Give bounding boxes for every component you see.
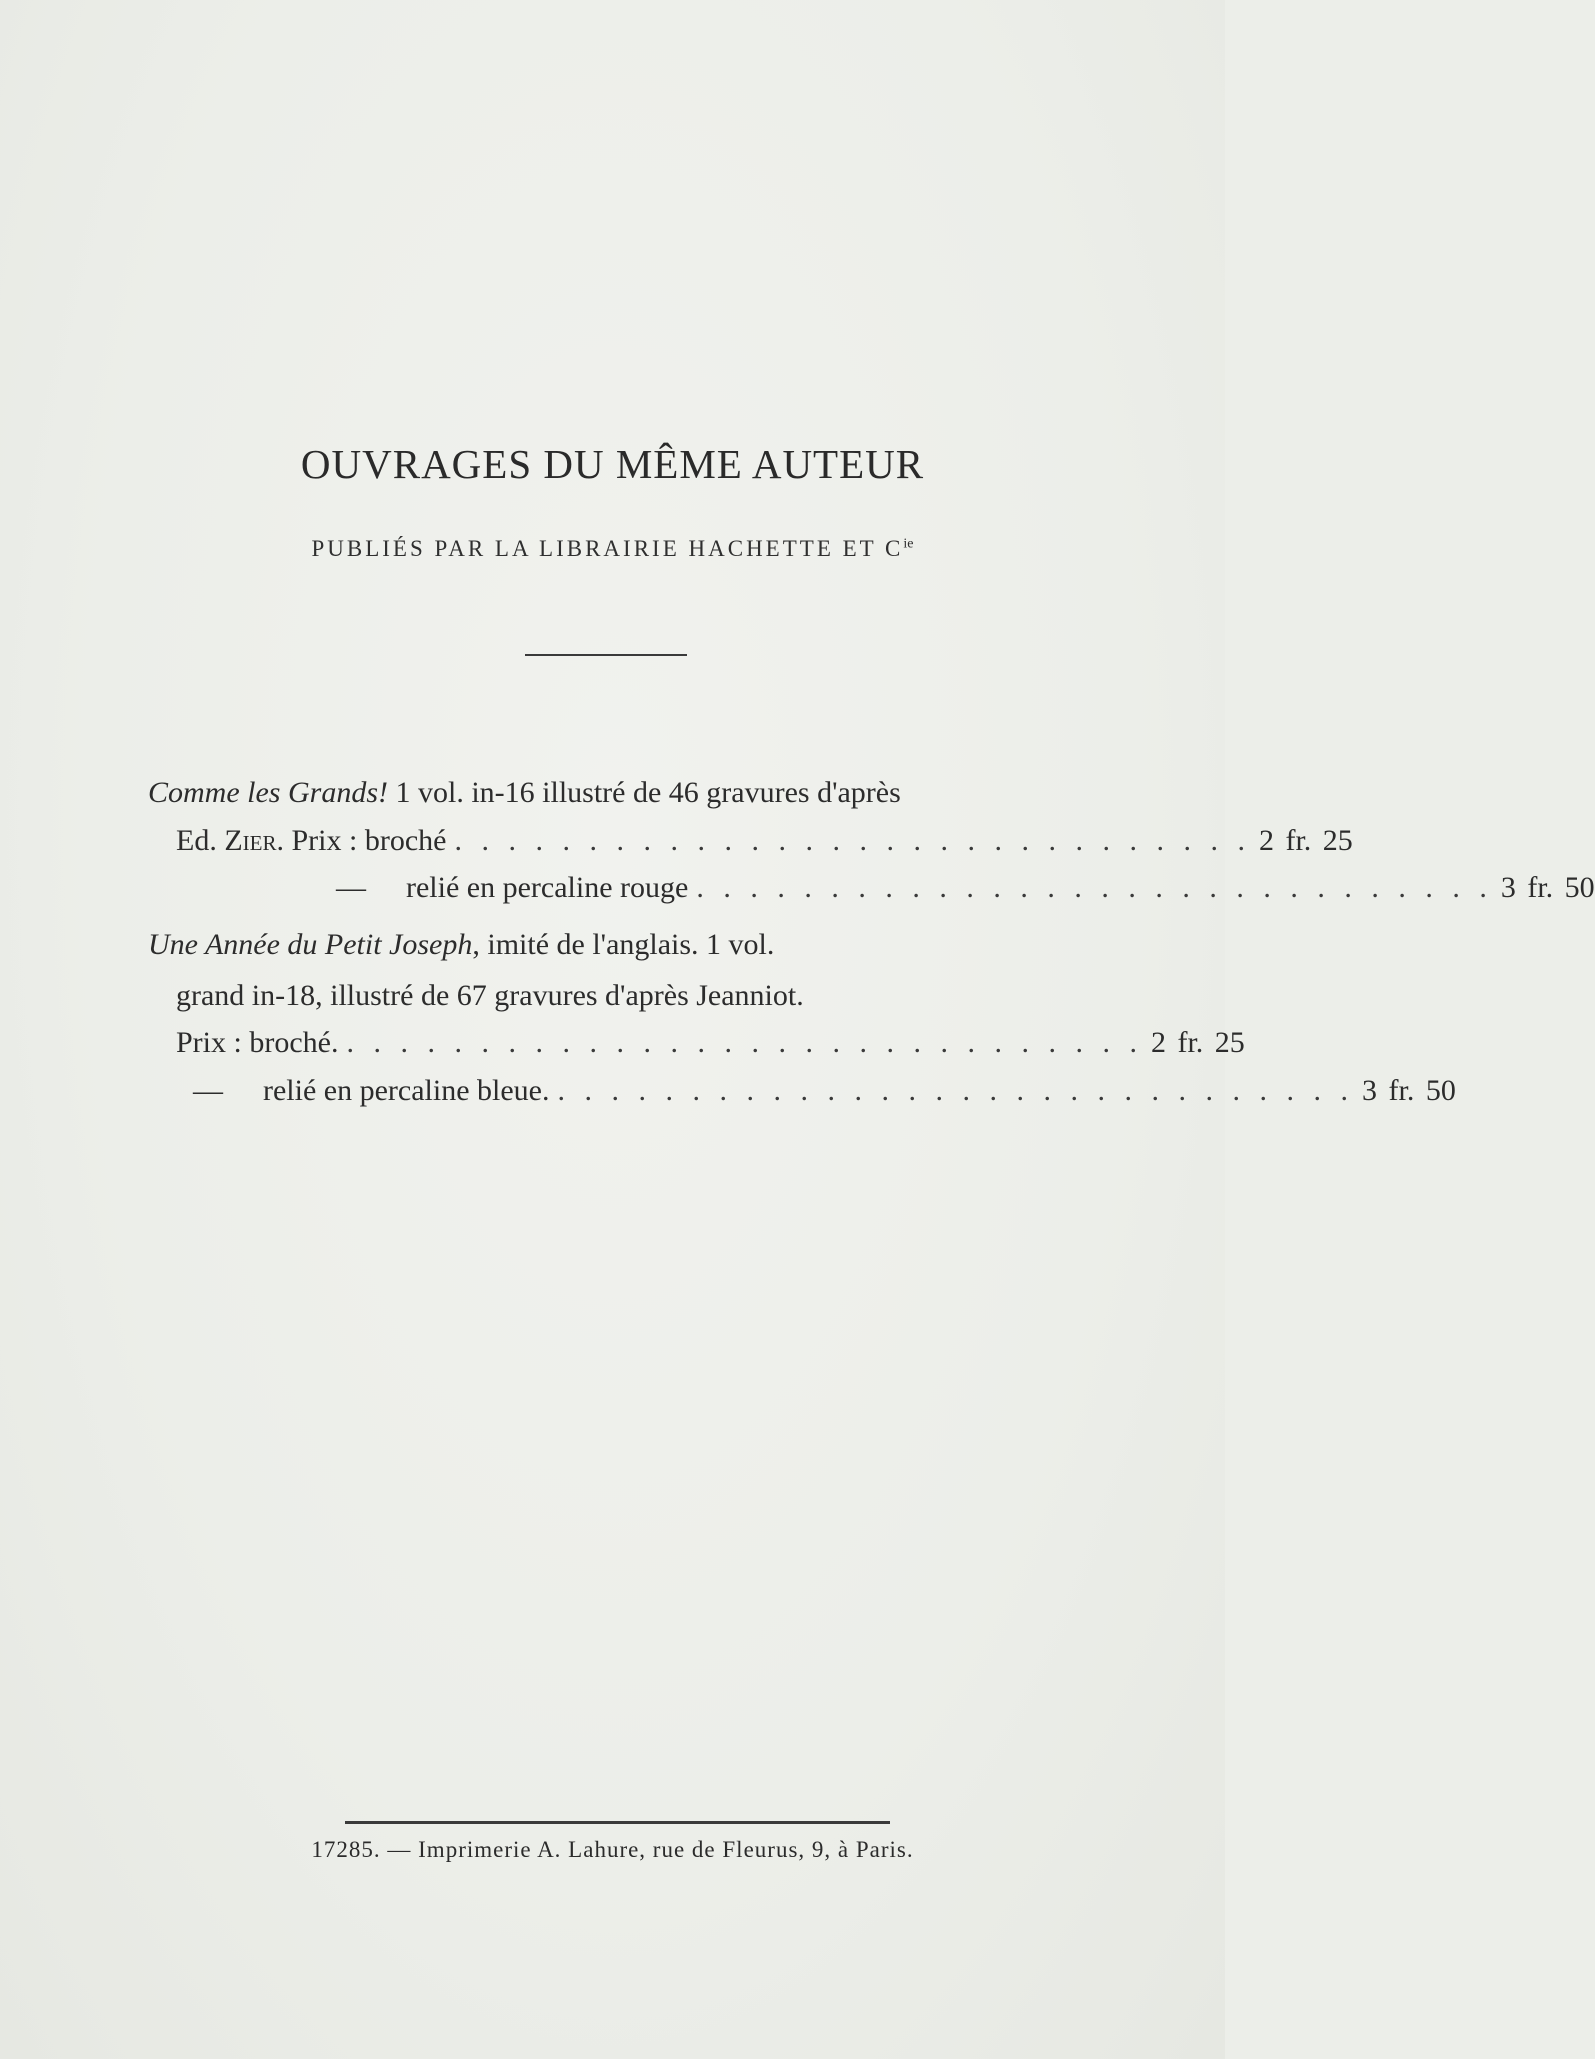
work-1-binding: relié en percaline rouge: [406, 871, 689, 904]
work-1-desc-line2: [176, 824, 446, 858]
ditto-dash: —: [336, 871, 366, 904]
footer-divider: [345, 1821, 890, 1824]
dot-leader: . . . . . . . . . . . . . . . . . . . . . . . . . . . . . .: [696, 871, 1493, 904]
work-2-prix-label: Prix : broché.: [176, 1026, 339, 1059]
work-1-title: Comme les Grands!: [148, 776, 388, 809]
work-1-line-1: [148, 776, 901, 810]
printer-imprint: 17285. — Imprimerie A. Lahure, rue de Fleurus, 9, à Paris.: [311, 1837, 914, 1862]
work-2-title: Une Année du Petit Joseph: [148, 928, 473, 961]
work-1-bound-row: [336, 871, 1595, 905]
work-2-price-broche: 2 fr. 25: [1150, 1026, 1245, 1059]
subtitle-text: PUBLIÉS PAR LA LIBRAIRIE HACHETTE ET C: [311, 536, 904, 561]
work-2-bound-row: [193, 1074, 1456, 1108]
work-2-price-row: [176, 1026, 1245, 1060]
page-title: OUVRAGES DU MÊME AUTEUR: [300, 441, 925, 487]
dot-leader: . . . . . . . . . . . . . . . . . . . . . . . . . . . . . .: [557, 1074, 1354, 1107]
ditto-dash: —: [193, 1074, 223, 1107]
work-1-desc-line1: 1 vol. in-16 illustré de 46 gravures d'après: [388, 776, 901, 809]
dot-leader: . . . . . . . . . . . . . . . . . . . . . . . . . . . . . .: [454, 824, 1251, 857]
work-1-price-broche: 2 fr. 25: [1258, 824, 1353, 857]
page-subtitle: [0, 536, 1225, 562]
work-2-desc-line1: , imité de l'anglais. 1 vol.: [472, 928, 775, 961]
work-2-price-relie: 3 fr. 50: [1362, 1074, 1456, 1107]
subtitle-superscript: ie: [903, 536, 914, 552]
work-2-bound-label: [193, 1074, 550, 1108]
dot-leader: . . . . . . . . . . . . . . . . . . . . . . . . . . . . . .: [346, 1026, 1143, 1059]
work-1-price-relie: 3 fr. 50: [1500, 871, 1595, 904]
work-1-illustrator: Zier: [224, 824, 277, 857]
work-1-price-row: [176, 824, 1353, 858]
work-1-prix-label: . Prix : broché: [276, 824, 447, 857]
work-2-desc-line2: grand in-18, illustré de 67 gravures d'après Jeanniot.: [176, 979, 804, 1012]
work-1-ed-prefix: Ed.: [176, 824, 225, 857]
work-1-bound-label: [336, 871, 688, 905]
top-divider: [525, 654, 687, 656]
work-2-binding: relié en percaline bleue.: [263, 1074, 550, 1107]
work-2-line-1: [148, 928, 774, 962]
